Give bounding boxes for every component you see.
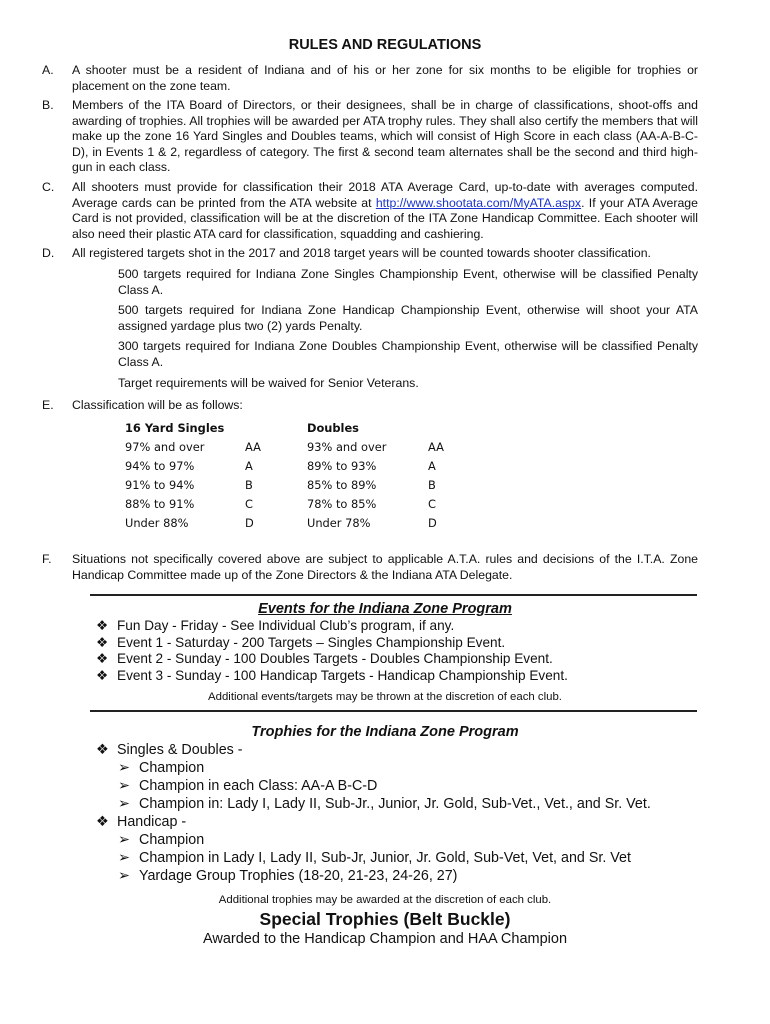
events-title: Events for the Indiana Zone Program bbox=[258, 601, 512, 617]
singles-range: 88% to 91% bbox=[125, 497, 195, 511]
trophy-category-label: Singles & Doubles - bbox=[117, 742, 243, 758]
special-trophies-title: Special Trophies (Belt Buckle) bbox=[259, 909, 511, 929]
rule-c bbox=[42, 180, 698, 242]
trophy-item bbox=[118, 777, 377, 795]
trophies-note: Additional trophies may be awarded at the discretion of each club. bbox=[218, 894, 552, 906]
doubles-class: AA bbox=[428, 440, 444, 454]
rule-e-text: Classification will be as follows: bbox=[72, 398, 243, 412]
rule-d bbox=[42, 246, 698, 262]
event-item bbox=[96, 651, 553, 668]
event-item-text: Fun Day - Friday - See Individual Club’s program, if any. bbox=[117, 618, 455, 633]
doubles-class: B bbox=[428, 478, 436, 492]
arrow-bullet-icon: ➢ bbox=[118, 832, 130, 848]
rule-f-text: Situations not specifically covered above are subject to applicable A.T.A. rules and decisions of the I.T.A. Zone Handicap Committee made up of the Zone Directors & the Indiana ATA Delegate. bbox=[72, 552, 698, 582]
rule-e-letter: E. bbox=[42, 398, 54, 412]
rule-d-item: 500 targets required for Indiana Zone Handicap Championship Event, otherwise will shoot your ATA assigned yardage plus two (2) yards Penalty. bbox=[118, 303, 698, 333]
rule-b-text: Members of the ITA Board of Directors, or their designees, shall be in charge of classifications, shoot-offs and awarding of trophies. All trophies will be awarded per ATA trophy rules. They shall also certify the members that will make up the zone 16 Yard Singles and Doubles teams, which will consist of High Score in each class (AA-A-B-C-D), in Events 1 & 2, regardless of category. The first & second team alternates shall be the second and third high-gun in each class. bbox=[72, 98, 698, 175]
doubles-range: 78% to 85% bbox=[307, 497, 377, 511]
rule-d-item: Target requirements will be waived for Senior Veterans. bbox=[118, 376, 419, 390]
trophy-category bbox=[96, 813, 186, 831]
doubles-range: Under 78% bbox=[307, 516, 371, 530]
page-title: RULES AND REGULATIONS bbox=[288, 37, 482, 53]
diamond-bullet-icon: ❖ bbox=[96, 651, 109, 667]
trophies-title: Trophies for the Indiana Zone Program bbox=[251, 724, 519, 740]
special-trophies-subtitle: Awarded to the Handicap Champion and HAA Champion bbox=[202, 931, 568, 947]
trophy-item-text: Champion bbox=[139, 832, 205, 848]
singles-class: B bbox=[245, 478, 253, 492]
singles-class: A bbox=[245, 459, 253, 473]
rule-a-letter: A. bbox=[42, 63, 54, 77]
rule-c-text-before: All shooters must provide for classification their 2018 ATA Average Card, up-to-date with averages computed. Average cards can be printed from the ATA website at bbox=[72, 180, 698, 210]
rule-d-item: 300 targets required for Indiana Zone Doubles Championship Event, otherwise will be classified Penalty Class A. bbox=[118, 339, 698, 369]
trophy-category bbox=[96, 741, 243, 759]
divider bbox=[90, 594, 697, 596]
rule-f-letter: F. bbox=[42, 552, 52, 566]
trophy-item bbox=[118, 849, 631, 867]
rule-c-text bbox=[72, 180, 698, 242]
rule-f bbox=[42, 552, 698, 583]
event-item-text: Event 3 - Sunday - 100 Handicap Targets - Handicap Championship Event. bbox=[117, 668, 568, 683]
event-item bbox=[96, 668, 568, 685]
events-note: Additional events/targets may be thrown at the discretion of each club. bbox=[208, 691, 562, 703]
singles-range: 97% and over bbox=[125, 440, 205, 454]
rule-a bbox=[42, 63, 698, 94]
event-item-text: Event 1 - Saturday - 200 Targets – Singles Championship Event. bbox=[117, 635, 506, 650]
arrow-bullet-icon: ➢ bbox=[118, 778, 130, 794]
doubles-class: D bbox=[428, 516, 437, 530]
doubles-range: 85% to 89% bbox=[307, 478, 377, 492]
trophy-item-text: Champion in Lady I, Lady II, Sub-Jr, Junior, Jr. Gold, Sub-Vet, Vet, and Sr. Vet bbox=[139, 850, 631, 866]
rule-e bbox=[42, 398, 698, 414]
rule-d-item: 500 targets required for Indiana Zone Singles Championship Event, otherwise will be classified Penalty Class A. bbox=[118, 267, 698, 297]
singles-range: 94% to 97% bbox=[125, 459, 195, 473]
event-item-text: Event 2 - Sunday - 100 Doubles Targets - Doubles Championship Event. bbox=[117, 651, 553, 666]
diamond-bullet-icon: ❖ bbox=[96, 742, 109, 758]
trophy-item-text: Champion bbox=[139, 760, 205, 776]
singles-class: D bbox=[245, 516, 254, 530]
rule-b bbox=[42, 98, 698, 176]
singles-range: Under 88% bbox=[125, 516, 189, 530]
arrow-bullet-icon: ➢ bbox=[118, 760, 130, 776]
trophy-item-text: Champion in each Class: AA-A B-C-D bbox=[139, 778, 378, 794]
arrow-bullet-icon: ➢ bbox=[118, 850, 130, 866]
arrow-bullet-icon: ➢ bbox=[118, 796, 130, 812]
rule-a-text: A shooter must be a resident of Indiana and of his or her zone for six months to be eligible for trophies or placement on the zone team. bbox=[72, 63, 698, 93]
diamond-bullet-icon: ❖ bbox=[96, 668, 109, 684]
diamond-bullet-icon: ❖ bbox=[96, 635, 109, 651]
singles-class: AA bbox=[245, 440, 261, 454]
rule-b-letter: B. bbox=[42, 98, 54, 112]
doubles-range: 89% to 93% bbox=[307, 459, 377, 473]
event-item bbox=[96, 635, 505, 652]
trophy-category-label: Handicap - bbox=[117, 814, 187, 830]
doubles-class: C bbox=[428, 497, 436, 511]
singles-class: C bbox=[245, 497, 253, 511]
diamond-bullet-icon: ❖ bbox=[96, 814, 109, 830]
divider bbox=[90, 710, 697, 712]
trophy-item bbox=[118, 759, 204, 777]
trophy-item-text: Champion in: Lady I, Lady II, Sub-Jr., Junior, Jr. Gold, Sub-Vet., Vet., and Sr. Vet. bbox=[139, 796, 651, 812]
doubles-header: Doubles bbox=[307, 421, 359, 435]
trophy-item-text: Yardage Group Trophies (18-20, 21-23, 24-26, 27) bbox=[139, 868, 458, 884]
doubles-class: A bbox=[428, 459, 436, 473]
trophy-item bbox=[118, 831, 204, 849]
singles-range: 91% to 94% bbox=[125, 478, 195, 492]
doubles-range: 93% and over bbox=[307, 440, 387, 454]
rule-d-text: All registered targets shot in the 2017 and 2018 target years will be counted towards shooter classification. bbox=[72, 246, 651, 260]
singles-header: 16 Yard Singles bbox=[125, 421, 225, 435]
trophy-item bbox=[118, 867, 457, 885]
rule-c-text-after: . If your ATA Average Card is not provided, classification will be at the discretion of the ITA Zone Handicap Committee. Each shooter will also need their plastic ATA card for classification, squadding and cashiering. bbox=[72, 195, 698, 241]
rule-c-letter: C. bbox=[42, 180, 55, 194]
diamond-bullet-icon: ❖ bbox=[96, 618, 109, 634]
rule-d-letter: D. bbox=[42, 246, 55, 260]
arrow-bullet-icon: ➢ bbox=[118, 868, 130, 884]
trophy-item bbox=[118, 795, 651, 813]
ata-website-link[interactable]: http://www.shootata.com/MyATA.aspx bbox=[375, 195, 582, 210]
event-item bbox=[96, 618, 454, 635]
